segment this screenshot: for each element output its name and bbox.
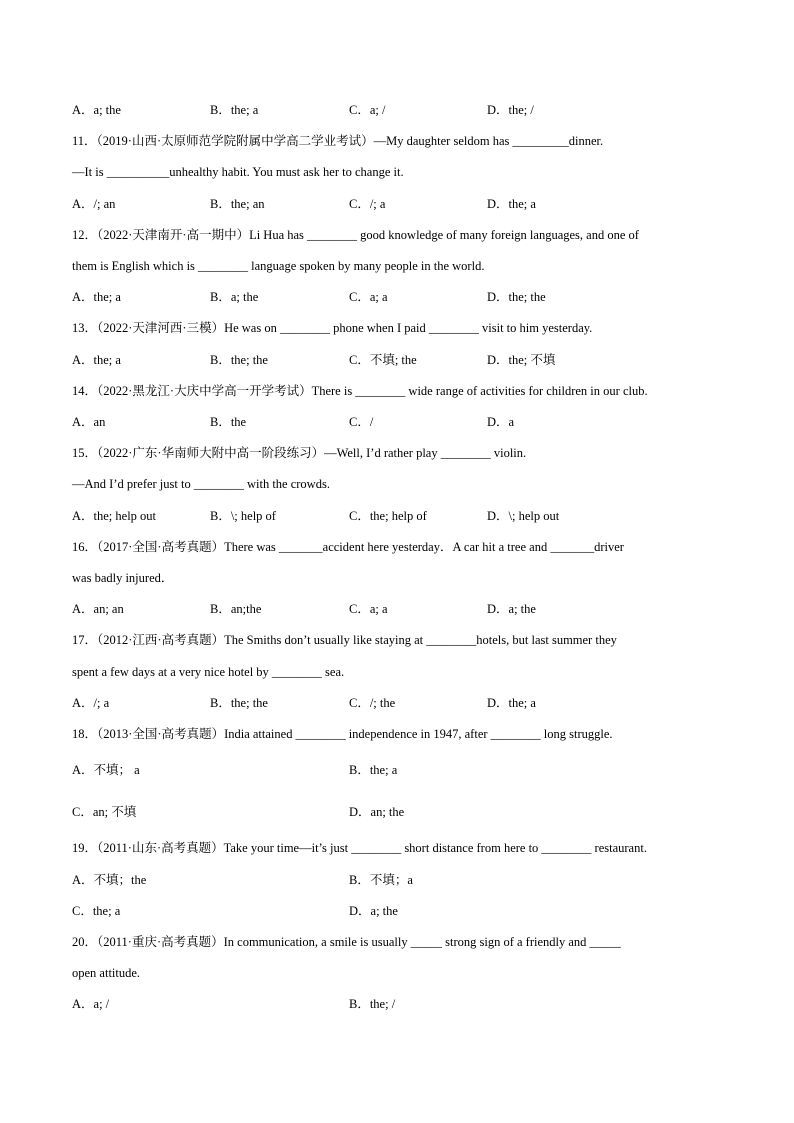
- q19-option-c: C．the; a: [72, 904, 121, 918]
- q15-option-d: D．\; help out: [487, 509, 560, 523]
- q10-option-a: A．a; the: [72, 103, 121, 117]
- q12-stem-line1: 12．（2022·天津南开·高一期中）Li Hua has ________ good knowledge of many foreign languages, and one of: [72, 228, 639, 242]
- q13-option-d: D．the; 不填: [487, 353, 556, 367]
- q15-option-b: B．\; help of: [210, 509, 276, 523]
- q17-option-b: B．the; the: [210, 696, 268, 710]
- q12-option-d: D．the; the: [487, 290, 546, 304]
- q11-option-a: A．/; an: [72, 197, 116, 211]
- q11-option-b: B．the; an: [210, 197, 265, 211]
- q18-option-c: C．an; 不填: [72, 805, 137, 819]
- q17-option-c: C．/; the: [349, 696, 396, 710]
- q19-option-d: D．a; the: [349, 904, 398, 918]
- q19-option-a: A．不填；the: [72, 873, 147, 887]
- q19-option-b: B．不填；a: [349, 873, 413, 887]
- q20-stem-line1: 20．（2011·重庆·高考真题）In communication, a smile is usually _____ strong sign of a friendly and _____: [72, 935, 621, 949]
- q16-option-d: D．a; the: [487, 602, 536, 616]
- q17-option-a: A．/; a: [72, 696, 110, 710]
- q16-option-a: A．an; an: [72, 602, 124, 616]
- q11-option-c: C．/; a: [349, 197, 386, 211]
- q17-stem-line1: 17．（2012·江西·高考真题）The Smiths don’t usually like staying at ________hotels, but last summer they: [72, 633, 617, 647]
- q20-option-a: A．a; /: [72, 997, 110, 1011]
- q18-option-b: B．the; a: [349, 763, 398, 777]
- q16-stem-line1: 16．（2017·全国·高考真题）There was _______accident here yesterday．A car hit a tree and _______driver: [72, 540, 624, 554]
- q15-option-a: A．the; help out: [72, 509, 157, 523]
- q12-option-c: C．a; a: [349, 290, 388, 304]
- q16-stem-line2: was badly injured．: [72, 571, 174, 585]
- q16-option-c: C．a; a: [349, 602, 388, 616]
- q14-option-b: B．the: [210, 415, 247, 429]
- q19-stem-line1: 19．（2011·山东·高考真题）Take your time—it’s just ________ short distance from here to ________ restaurant.: [72, 841, 647, 855]
- q11-option-d: D．the; a: [487, 197, 536, 211]
- q14-option-a: A．an: [72, 415, 106, 429]
- q14-stem-line1: 14．（2022·黑龙江·大庆中学高一开学考试）There is ________ wide range of activities for children in our club.: [72, 384, 648, 398]
- q13-option-a: A．the; a: [72, 353, 121, 367]
- q13-option-c: C．不填; the: [349, 353, 417, 367]
- q17-option-d: D．the; a: [487, 696, 536, 710]
- q12-stem-line2: them is English which is ________ language spoken by many people in the world.: [72, 259, 485, 273]
- q11-stem-line2: —It is __________unhealthy habit. You must ask her to change it.: [72, 165, 404, 179]
- q11-stem-line1: 11．（2019·山西·太原师范学院附属中学高二学业考试）—My daughter seldom has _________dinner.: [72, 134, 604, 148]
- q13-option-b: B．the; the: [210, 353, 268, 367]
- q15-option-c: C．the; help of: [349, 509, 427, 523]
- q13-stem-line1: 13．（2022·天津河西·三模）He was on ________ phone when I paid ________ visit to him yesterday.: [72, 321, 593, 335]
- q20-stem-line2: open attitude.: [72, 966, 141, 980]
- q15-stem-line1: 15．（2022·广东·华南师大附中高一阶段练习）—Well, I’d rather play ________ violin.: [72, 446, 527, 460]
- q18-option-a: A．不填； a: [72, 763, 140, 777]
- q12-option-a: A．the; a: [72, 290, 121, 304]
- q16-option-b: B．an;the: [210, 602, 262, 616]
- q18-stem-line1: 18．（2013·全国·高考真题）India attained ________ independence in 1947, after ________ long struggle.: [72, 727, 613, 741]
- q20-option-b: B．the; /: [349, 997, 396, 1011]
- q10-option-d: D．the; /: [487, 103, 534, 117]
- q14-option-d: D．a: [487, 415, 515, 429]
- q12-option-b: B．a; the: [210, 290, 259, 304]
- q15-stem-line2: —And I’d prefer just to ________ with the crowds.: [72, 477, 330, 491]
- q10-option-b: B．the; a: [210, 103, 259, 117]
- q18-option-d: D．an; the: [349, 805, 405, 819]
- q17-stem-line2: spent a few days at a very nice hotel by ________ sea.: [72, 665, 345, 679]
- q10-option-c: C．a; /: [349, 103, 386, 117]
- q14-option-c: C．/: [349, 415, 374, 429]
